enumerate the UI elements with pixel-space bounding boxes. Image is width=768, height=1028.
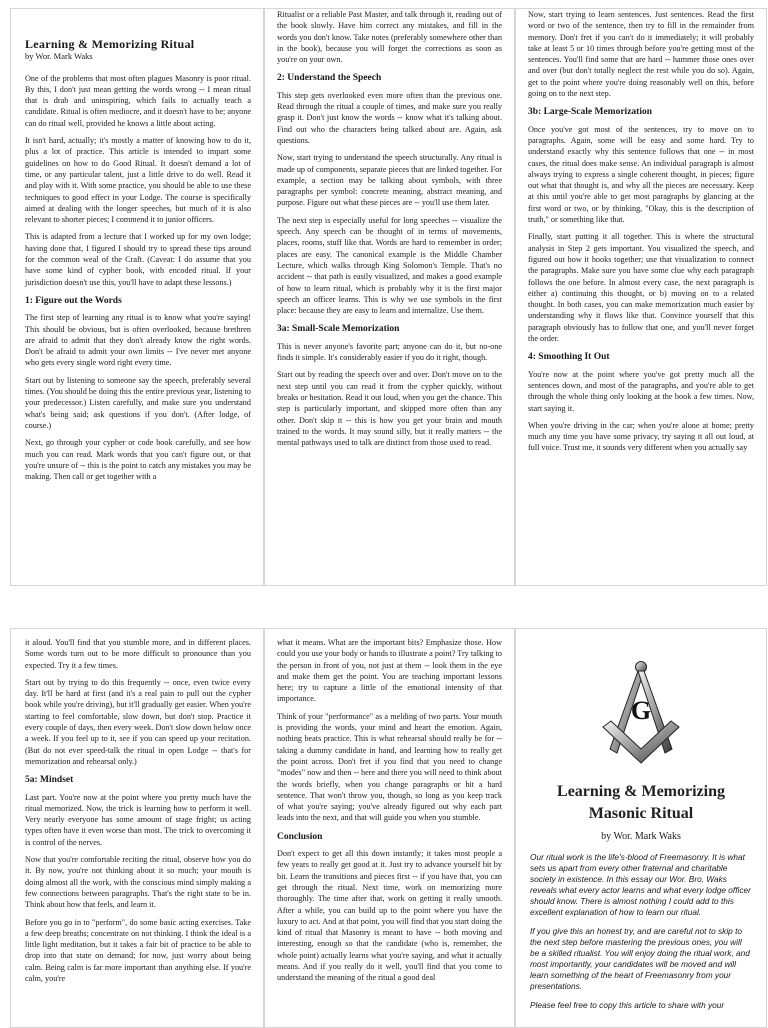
paragraph: what it means. What are the important bits? Emphasize those. How could you use your body or hands to illustrate a point? Try talking to the person in front of you, not just at them -- look them in the eye and make them get the point. You are teaching important lessons here; try to capture a little of the emotional intensity of that importance. (277, 638, 502, 704)
section-heading: 3a: Small-Scale Memorization (277, 324, 400, 335)
paragraph: You're now at the point where you've got pretty much all the sentences down, and most of the paragraphs, and you're able to get through the whole thing only looking at the book a few times. Now, start saying it. (528, 369, 754, 413)
paragraph: Now, start trying to learn sentences. Just sentences. Read the first word or two of the sentence, then try to fill in the remainder from memory. Don't fret if you can't do it immediately; it will probably take at least 5 or 10 times through before you're getting most of the sentences. You'll find some that are hard -- hammer those ones over and over (but don't totally neglect the rest while you do so). Again, get to the point where you're doing reasonably well on this, before going on to the next step. (528, 10, 754, 99)
paragraph: Start out by trying to do this frequently -- once, even twice every day. It'll be hard at first (and it's a real pain to pull out the cypher book while you're driving), but it'll gradually get easier. When you're starting to feel comfortable, slow down, but don't stop. Practice it every couple of days, then every week. Don't slow down below once a week. If you feel up to it, see if you can speed up your recitation. (But do not ever speed-talk the ritual in open Lodge -- that's for memorization and rehearsal only.) (25, 677, 251, 766)
paragraph: One of the problems that most often plagues Masonry is poor ritual. By this, I don't just mean getting the words wrong -- I mean ritual that is drab and uninspiring, which fails to actually teach a candidate. Ritual is often mediocre, and it doesn't have to be; anyone can do ritual well, provided he knows a little about acting. (25, 73, 251, 128)
section-heading: 4: Smoothing It Out (528, 352, 610, 363)
paragraph: Don't expect to get all this down instantly; it takes most people a few years to really get good at it. Just try to advance yourself bit by bit. Learn the transitions and pieces first -- if you have that, you can get through the ritual. Next time, work on memorizing more thoroughly. The time after that, work on getting it really smooth. After a while, you can build up to the point where you have the luxury to act. And at that point, you will find that you start doing the kind of ritual that Masonry is meant to have -- both moving and interesting, enough so that the candidate (who is, remember, the whole point) actually learns what you're saying, and what it actually means. And if you really do it well, you'll find that you come to understand the meaning of the ritual a good deal (277, 849, 502, 983)
paragraph: Start out by listening to someone say the speech, preferably several times. (You should be doing this the entire previous year, listening to your predecessor.) Listen carefully, and make sure you understand what's being said; ask questions if you don't. (After lodge, of course.) (25, 375, 251, 430)
paragraph: it aloud. You'll find that you stumble more, and in different places. Some words turn out to be more difficult to pronounce than you expected. Try it a few times. (25, 638, 251, 670)
paragraph: Think of your "performance" as a melding of two parts. Your mouth is providing the words, your mind and heart the emotion. Again, nothing beats practice. This is what rehearsal should really be for -- taking a dummy candidate in hand, and learning how to really get the point across. Don't fret if you find that you need to change "modes" now and then -- here and there you will need to think about the words briefly, when you change paragraphs or hit a hard sentence. That won't throw you, though, so long as you keep track of what you're saying; you've already figured out why each part leads into the next, and that will guide you when you stumble. (277, 711, 502, 823)
paragraph: When you're driving in the car; when you're alone at home; pretty much any time you have some privacy, try saying it all out loud, at full voice. Trust me, it sounds very different when you actually say (528, 420, 754, 453)
author-byline: by Wor. Mark Waks (25, 51, 93, 62)
paragraph: Start out by reading the speech over and over. Don't move on to the next step until you can read it from the cypher quickly, without breaks or hesitation. Read it out loud, when you get the chance. This step is particularly important, and skipped more often than any other. Don't skip it -- this is how you get your brain and mouth trained to the words. It may sound silly, but it really matters -- the mental pathways used to talk are distinct from those used to read. (277, 370, 502, 448)
document-title: Learning & Memorizing Ritual (25, 37, 195, 51)
section-heading: 3b: Large-Scale Memorization (528, 107, 652, 118)
paragraph: Last part. You're now at the point where you pretty much have the ritual memorized. Now, the trick is learning how to perform it well. Very nearly everyone has some amount of stage fright; us acting types often have it even worse than most. The trick to overcoming it is control of the nerves. (25, 792, 251, 847)
section-heading: 5a: Mindset (25, 775, 74, 786)
paragraph: This is never anyone's favorite part; anyone can do it, but no-one finds it simple. It's considerably easier if you do it right, though. (277, 341, 502, 363)
paragraph: Next, go through your cypher or code book carefully, and see how much you can read. Mark words that you can't figure out, or that you're unsure of -- this is the point to catch any mistakes you may be making. Then call or get together with a (25, 438, 251, 482)
paragraph: The first step of learning any ritual is to know what you're saying! This should be obvious, but is often overlooked, because brethren are afraid to admit that they don't already know the right words. Don't be afraid to admit your own limits -- I've never met anyone who gets every single word right every time. (25, 313, 251, 368)
paragraph: The next step is especially useful for long speeches -- visualize the speech. Any speech can be thought of in terms of movements, places, rooms, stuff like that. Words are hard to remember in order; places are easy. The canonical example is the Middle Chamber Lecture, which walks through King Solomon's Temple. That's no accident -- that path is easily visualized, and makes a good example of how to learn ritual, which is probably why it is the first major speech an officer learns. This is why we use symbols in the first place: because they are easy to learn and internalize. Use them. (277, 215, 502, 316)
cover-blurb: Our ritual work is the life's-blood of Freemasonry. It is what sets us apart from every other fraternal and charitable society in existence. In this essay our Wor. Bro. Waks reveals what every actor learns and what every lodge officer should know. There is almost nothing I could add to this excellent explanation of how to learn our ritual. (530, 852, 751, 918)
cover-blurb: Please feel free to copy this article to share with your (530, 1000, 725, 1011)
cover-panel (515, 628, 767, 1028)
section-heading: Conclusion (277, 831, 323, 842)
paragraph: Finally, start putting it all together. This is where the structural analysis in Step 2 gets important. You visualized the speech, and figured out how it hooks together; use that visualization to connect the paragraphs. Make sure you have some clue why each paragraph follows the one before. In almost every case, the next paragraph is either a) continuing this thought, or b) moving on to a related thought. In both cases, you can make memorization much easier by understanding why it flows like that. Convince yourself that this paragraph obviously has to follow that one, and you'll never forget the order. (528, 232, 754, 344)
square-and-compasses-icon (597, 657, 685, 767)
column-2 (264, 8, 515, 586)
section-heading: 1: Figure out the Words (25, 295, 122, 306)
paragraph: Now that you're comfortable reciting the ritual, observe how you do it. By now, you're not thinking about it so much; your mouth is doing almost all the work, with the conscious mind simply making a few connections between paragraphs. That's the right state to be in. Think about how that feels, and learn it. (25, 855, 251, 910)
column-1 (10, 8, 264, 586)
paragraph: This step gets overlooked even more often than the previous one. Read through the ritual a couple of times, and make sure you really grasp it. Don't just know the words -- know what it's talking about. Find out who the characters being talked about are. Again, ask questions. (277, 90, 502, 145)
column-3 (515, 8, 767, 586)
document-page (8, 8, 760, 1024)
paragraph: Ritualist or a reliable Past Master, and talk through it, reading out of the book slowly. Have him correct any mistakes, and fill in the words you don't know. Take notes (preferably somewhere other than in the book), because you will forget the corrections as soon as you're on your own. (277, 10, 502, 65)
paragraph: Now, start trying to understand the speech structurally. Any ritual is made up of components, separate pieces that are linked together. For example, a section may be talking about symbols, with three paragraphs per symbol: concrete meaning, abstract meaning, and purpose. Figure out what these pieces are -- you'll use them later. (277, 153, 502, 208)
section-heading: 2: Understand the Speech (277, 73, 382, 84)
letter-g: G (630, 696, 652, 725)
column-5 (264, 628, 515, 1028)
cover-title: Learning & Memorizing Masonic Ritual (557, 783, 725, 822)
column-4 (10, 628, 264, 1028)
paragraph: It isn't hard, actually; it's mostly a matter of knowing how to do it, plus a lot of practice. This article is intended to impart some guidelines on how to do Good Ritual. It doesn't demand a lot of time, or any particular talent, just a little drive to do well. Read it and play with it. With some practice, you should be able to use these techniques to good effect in your Lodge. The course is specifically aimed at dealing with the longer speeches, but much of it is also relevant to shorter pieces; I commend it to junior officers. (25, 136, 251, 225)
paragraph: This is adapted from a lecture that I worked up for my own lodge; having done that, I figured I should try to spread these tips around for the common weal of the Craft. (Caveat: I do assume that you have some kind of cypher book, with encoded ritual. If your jurisdiction doesn't use this, you'll have to adapt these lessons.) (25, 232, 251, 287)
cover-blurb: If you give this an honest try, and are careful not to skip to the next step before mastering the previous ones, you will be a skilled ritualist. You will enjoy doing the ritual work, and most importantly, your candidates will be moved and will learn something of the heart of Freemasonry from your presentations. (530, 926, 750, 992)
paragraph: Before you go in to "perform", do some basic acting exercises. Take a few deep breaths; concentrate on not thinking. I think the ideal is a little light meditation, but it takes a fair bit of practice to be able to drop into that state on demand; for now, just worry about being calm. Being calm is far more important than anything else. If you're calm, you're (25, 917, 251, 984)
paragraph: Once you've got most of the sentences, try to move on to paragraphs. Again, some will be easy and some hard. Try to understand exactly why this sentence follows that one -- in most cases, the ritual does make sense. An individual paragraph is almost always trying to express a single coherent thought, in pieces; figure out what that thought is, and why all the pieces are necessary. Keep at this until you're able to get most paragraphs by glancing at the first word or two, or by thinking, "Okay, this is the description of truth," or something like that. (528, 124, 754, 225)
cover-author: by Wor. Mark Waks (601, 831, 681, 842)
